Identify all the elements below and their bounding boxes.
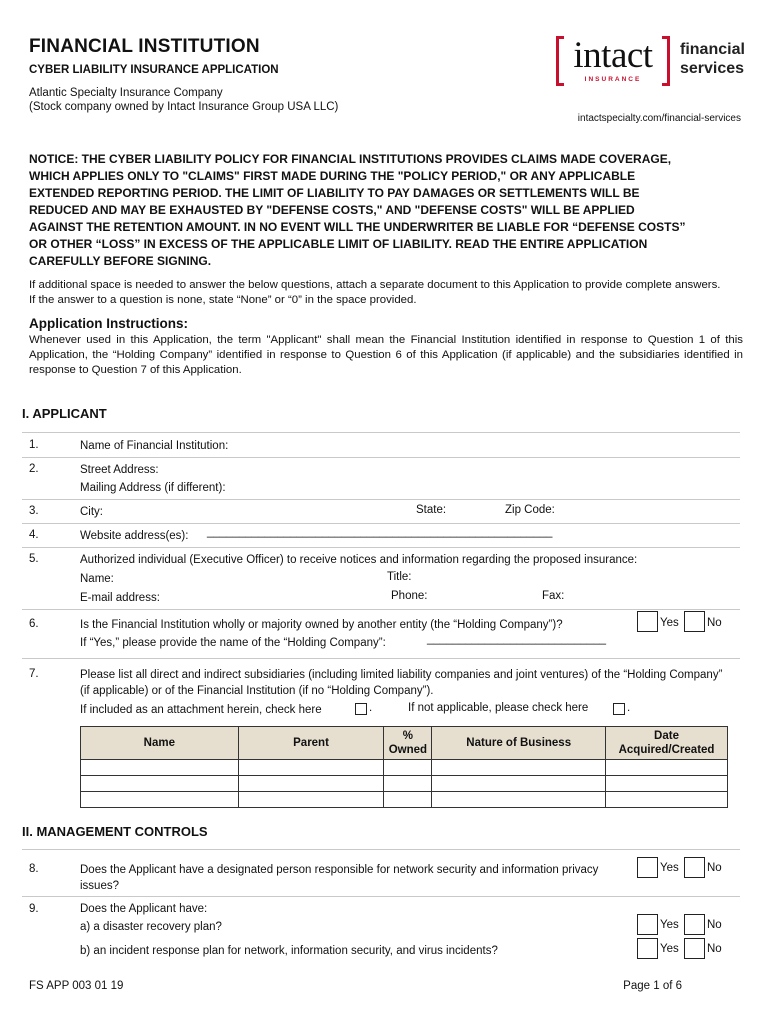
page-number: Page 1 of 6 bbox=[623, 980, 682, 992]
attachment-label: If included as an attachment herein, check here bbox=[80, 704, 322, 716]
contact-title-label[interactable]: Title: bbox=[387, 571, 412, 583]
table-row bbox=[81, 776, 728, 792]
table-row bbox=[81, 792, 728, 808]
q9b-yes-checkbox[interactable] bbox=[637, 938, 658, 959]
table-cell[interactable] bbox=[606, 760, 728, 776]
website-link[interactable]: intactspecialty.com/financial-services bbox=[577, 113, 741, 124]
q1-number: 1. bbox=[29, 439, 39, 451]
street-address-label[interactable]: Street Address: bbox=[80, 464, 159, 476]
company-info bbox=[29, 86, 338, 114]
section-applicant-title: I. APPLICANT bbox=[22, 406, 107, 421]
logo-sub: INSURANCE bbox=[584, 76, 642, 83]
divider bbox=[22, 523, 740, 524]
q9-label: Does the Applicant have: bbox=[80, 903, 208, 915]
fax-label[interactable]: Fax: bbox=[542, 590, 565, 602]
phone-label[interactable]: Phone: bbox=[391, 590, 428, 602]
col-parent: Parent bbox=[238, 727, 384, 760]
not-applicable-checkbox[interactable] bbox=[613, 703, 625, 715]
table-cell[interactable] bbox=[606, 776, 728, 792]
q2-number: 2. bbox=[29, 463, 39, 475]
email-label[interactable]: E-mail address: bbox=[80, 592, 160, 604]
table-cell[interactable] bbox=[238, 776, 384, 792]
website-field[interactable]: ______________________________________________________ bbox=[207, 526, 553, 538]
divider bbox=[22, 849, 740, 850]
q6-yes-label: Yes bbox=[660, 617, 679, 629]
period: . bbox=[369, 702, 373, 714]
zip-code-label[interactable]: Zip Code: bbox=[505, 504, 555, 516]
q5-number: 5. bbox=[29, 553, 39, 565]
q8-no-label: No bbox=[707, 862, 722, 874]
attachment-checkbox[interactable] bbox=[355, 703, 367, 715]
q6-label: Is the Financial Institution wholly or majority owned by another entity (the “Holding Company”)? bbox=[80, 619, 563, 631]
divider bbox=[22, 658, 740, 659]
q9a-label: a) a disaster recovery plan? bbox=[80, 921, 222, 933]
q3-number: 3. bbox=[29, 505, 39, 517]
table-cell[interactable] bbox=[384, 776, 432, 792]
company-owner: (Stock company owned by Intact Insurance Group USA LLC) bbox=[29, 101, 339, 113]
intact-logo bbox=[556, 36, 751, 86]
divider bbox=[22, 432, 740, 433]
table-cell[interactable] bbox=[238, 792, 384, 808]
table-cell[interactable] bbox=[432, 760, 606, 776]
period: . bbox=[627, 702, 631, 714]
q8-number: 8. bbox=[29, 863, 39, 875]
city-label[interactable]: City: bbox=[80, 506, 103, 518]
q6-yes-checkbox[interactable] bbox=[637, 611, 658, 632]
table-row bbox=[81, 760, 728, 776]
col-nature: Nature of Business bbox=[432, 727, 606, 760]
q8-yes-checkbox[interactable] bbox=[637, 857, 658, 878]
divider bbox=[22, 457, 740, 458]
q6-no-checkbox[interactable] bbox=[684, 611, 705, 632]
q7-label: Please list all direct and indirect subsidiaries (including limited liability companies and joint ventures) of the “Holding Company” (if applicable) or of the Financial Institution (if no “Holding Company”). bbox=[80, 669, 723, 697]
divider bbox=[22, 499, 740, 500]
form-subtitle: CYBER LIABILITY INSURANCE APPLICATION bbox=[29, 64, 279, 76]
table-cell[interactable] bbox=[432, 792, 606, 808]
table-cell[interactable] bbox=[81, 776, 239, 792]
q4-number: 4. bbox=[29, 529, 39, 541]
q1-label[interactable]: Name of Financial Institution: bbox=[80, 440, 229, 452]
logo-bracket-mark bbox=[556, 36, 670, 86]
divider bbox=[22, 896, 740, 897]
additional-space-note: If additional space is needed to answer the below questions, attach a separate document to this Application to provide complete answers. If the answer to a question is none, state “None” or “0” in the space provided. bbox=[29, 279, 721, 306]
contact-name-label[interactable]: Name: bbox=[80, 573, 114, 585]
subsidiaries-table bbox=[80, 726, 728, 808]
table-cell[interactable] bbox=[81, 792, 239, 808]
table-cell[interactable] bbox=[238, 760, 384, 776]
logo-financial-services: financial services bbox=[680, 41, 745, 77]
q9b-yes-label: Yes bbox=[660, 943, 679, 955]
q9a-yes-label: Yes bbox=[660, 919, 679, 931]
q9b-no-label: No bbox=[707, 943, 722, 955]
q9b-no-checkbox[interactable] bbox=[684, 938, 705, 959]
q8-label: Does the Applicant have a designated person responsible for network security and information privacy issues? bbox=[80, 864, 599, 892]
divider bbox=[22, 609, 740, 610]
col-name: Name bbox=[81, 727, 239, 760]
form-id: FS APP 003 01 19 bbox=[29, 980, 124, 992]
q9a-no-label: No bbox=[707, 919, 722, 931]
website-label: Website address(es): bbox=[80, 530, 189, 542]
q9-number: 9. bbox=[29, 903, 39, 915]
q8-yes-label: Yes bbox=[660, 862, 679, 874]
q9a-no-checkbox[interactable] bbox=[684, 914, 705, 935]
q5-label: Authorized individual (Executive Officer) to receive notices and information regarding the proposed insurance: bbox=[80, 554, 638, 566]
q7-number: 7. bbox=[29, 668, 39, 680]
instructions-heading: Application Instructions: bbox=[29, 316, 189, 331]
col-owned: % Owned bbox=[384, 727, 432, 760]
col-date: Date Acquired/Created bbox=[606, 727, 728, 760]
mailing-address-label[interactable]: Mailing Address (if different): bbox=[80, 482, 226, 494]
claims-made-notice: NOTICE: THE CYBER LIABILITY POLICY FOR FINANCIAL INSTITUTIONS PROVIDES CLAIMS MADE COVERAGE, WHICH APPLIES ONLY TO "CLAIMS" FIRST MADE DURING THE "POLICY PERIOD," OR ANY APPLICABLE EXTENDED REPORTING PERIOD. THE LIMIT OF LIABILITY TO PAY DAMAGES OR SETTLEMENTS WILL BE REDUCED AND MAY BE EXHAUSTED BY "DEFENSE COSTS," AND "DEFENSE COSTS" WILL BE APPLIED AGAINST THE RETENTION AMOUNT. IN NO EVENT WILL THE UNDERWRITER BE LIABLE FOR “DEFENSE COSTS” OR OTHER “LOSS” IN EXCESS OF THE APPLICABLE LIMIT OF LIABILITY. READ THE ENTIRE APPLICATION CAREFULLY BEFORE SIGNING. bbox=[29, 152, 686, 268]
form-title: FINANCIAL INSTITUTION bbox=[29, 36, 260, 57]
q6-number: 6. bbox=[29, 618, 39, 630]
state-label[interactable]: State: bbox=[416, 504, 447, 516]
table-cell[interactable] bbox=[606, 792, 728, 808]
table-cell[interactable] bbox=[384, 760, 432, 776]
table-cell[interactable] bbox=[384, 792, 432, 808]
table-header-row bbox=[81, 727, 728, 760]
table-cell[interactable] bbox=[81, 760, 239, 776]
section-management-title: II. MANAGEMENT CONTROLS bbox=[22, 824, 208, 839]
q9a-yes-checkbox[interactable] bbox=[637, 914, 658, 935]
instructions-text: Whenever used in this Application, the term "Applicant" shall mean the Financial Institution identified in response to Question 1 of this Application, the “Holding Company” identified in response to Question 6 of this Application (if applicable) and the subsidiaries identified in response to Question 7 of this Application. bbox=[29, 334, 743, 376]
logo-word: intact bbox=[573, 35, 653, 76]
q8-no-checkbox[interactable] bbox=[684, 857, 705, 878]
company-name: Atlantic Specialty Insurance Company bbox=[29, 87, 223, 99]
holding-company-label: If “Yes,” please provide the name of the “Holding Company”: bbox=[80, 637, 386, 649]
table-cell[interactable] bbox=[432, 776, 606, 792]
not-applicable-label: If not applicable, please check here bbox=[408, 702, 589, 714]
holding-company-field[interactable]: ____________________________ bbox=[427, 633, 607, 645]
q9b-label: b) an incident response plan for network, information security, and virus incidents? bbox=[80, 945, 498, 957]
divider bbox=[22, 547, 740, 548]
q6-no-label: No bbox=[707, 617, 722, 629]
